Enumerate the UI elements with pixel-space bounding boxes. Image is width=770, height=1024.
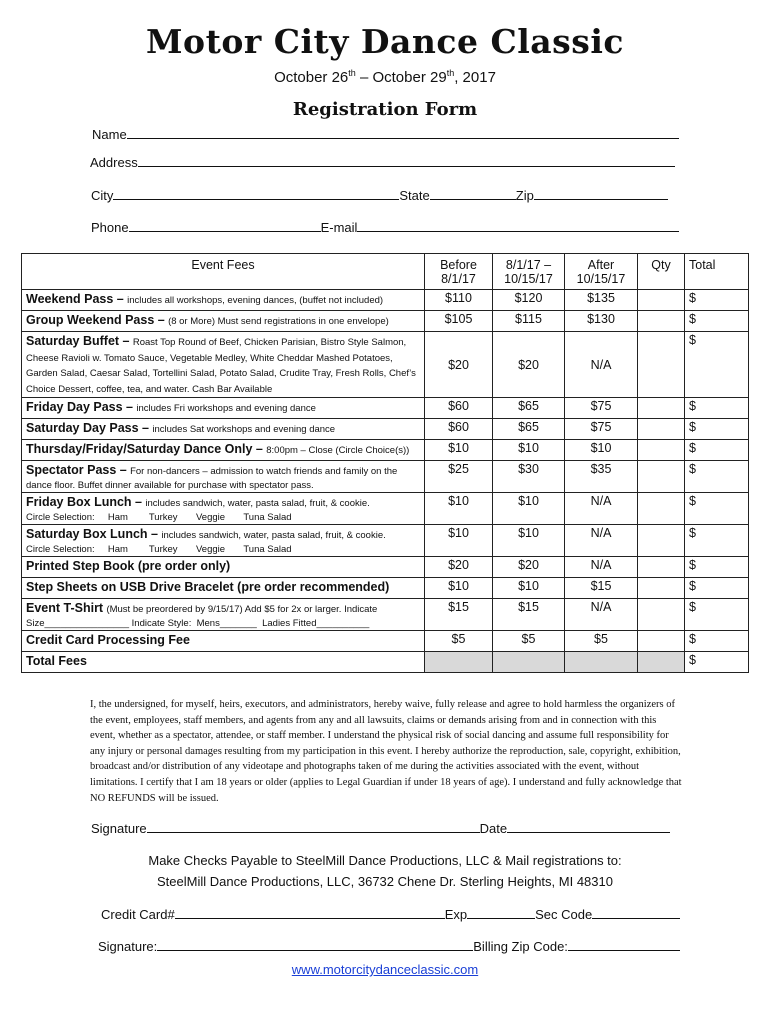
table-row bbox=[22, 631, 749, 652]
price-before: $25 bbox=[425, 461, 493, 493]
price-before: $10 bbox=[425, 493, 493, 525]
event-name: Credit Card Processing Fee bbox=[26, 633, 190, 647]
qty-cell[interactable] bbox=[638, 652, 685, 673]
price-before: $105 bbox=[425, 311, 493, 332]
price-after: $75 bbox=[565, 419, 638, 440]
table-row bbox=[22, 290, 749, 311]
header-total: Total bbox=[685, 254, 749, 290]
waiver-text: I, the undersigned, for myself, heirs, executors, and administrators, hereby waive, fully release and agree to hold harmless the organizers of the event, employees, staff members, and agents from any and all lawsuits, claims or demands arising from and in connection with this event, whether as a spectator, attendee, or staff member. I understand the physical risk of social dancing and assume full responsibility for any injury or personal damages resulting from my participation in this event. I hereby authorize the reproduction, sale, copyright, exhibition, broadcast and/or distribution of any videotape and photographs taken of me during the activities associated with the event, without limitations. I certify that I am 18 years or older (applies to Legal Guardian if under 18 years of age). I understand and fully acknowledge that NO REFUNDS will be issued. bbox=[90, 699, 682, 804]
exp-field[interactable] bbox=[467, 906, 535, 919]
table-row bbox=[22, 578, 749, 599]
table-row bbox=[22, 419, 749, 440]
event-fee-cell bbox=[22, 599, 425, 631]
event-description-2: Circle Selection: Ham Turkey Veggie Tuna Salad bbox=[26, 544, 292, 555]
event-fee-cell bbox=[22, 578, 425, 599]
state-label: State bbox=[399, 188, 430, 203]
price-mid: $5 bbox=[493, 631, 565, 652]
event-name: Saturday Day Pass – bbox=[26, 421, 149, 435]
price-after: $5 bbox=[565, 631, 638, 652]
price-before: $10 bbox=[425, 440, 493, 461]
table-row bbox=[22, 525, 749, 557]
website-link[interactable]: www.motorcitydanceclassic.com bbox=[291, 962, 479, 977]
price-after: N/A bbox=[565, 557, 638, 578]
event-description: includes sandwich, water, pasta salad, fruit, & cookie. bbox=[161, 530, 386, 541]
payable-line-2: SteelMill Dance Productions, LLC, 36732 Chene Dr. Sterling Heights, MI 48310 bbox=[157, 874, 613, 889]
price-mid: $120 bbox=[493, 290, 565, 311]
qty-cell[interactable] bbox=[638, 311, 685, 332]
zip-label: Zip bbox=[515, 188, 534, 203]
name-label: Name bbox=[92, 127, 127, 142]
address-row bbox=[90, 154, 675, 170]
credit-card-field[interactable] bbox=[175, 906, 445, 919]
price-after: $10 bbox=[565, 440, 638, 461]
price-mid: $115 bbox=[493, 311, 565, 332]
event-name: Thursday/Friday/Saturday Dance Only – bbox=[26, 442, 263, 456]
event-fee-cell bbox=[22, 290, 425, 311]
price-before: $20 bbox=[425, 557, 493, 578]
form-subtitle: Registration Form bbox=[292, 99, 478, 120]
qty-cell[interactable] bbox=[638, 461, 685, 493]
credit-card-row bbox=[101, 906, 680, 922]
event-fee-cell bbox=[22, 311, 425, 332]
total-cell[interactable]: $ bbox=[685, 311, 749, 332]
event-description: includes Fri workshops and evening dance bbox=[136, 403, 316, 414]
date-field[interactable] bbox=[507, 820, 670, 833]
total-cell[interactable]: $ bbox=[685, 652, 749, 673]
price-after: N/A bbox=[565, 525, 638, 557]
table-row bbox=[22, 652, 749, 673]
price-mid: $10 bbox=[493, 525, 565, 557]
total-cell[interactable]: $ bbox=[685, 578, 749, 599]
total-cell[interactable]: $ bbox=[685, 332, 749, 398]
table-row bbox=[22, 493, 749, 525]
table-row bbox=[22, 599, 749, 631]
event-description: For non-dancers – admission to watch friends and family on the dance floor. Buffet dinner available for purchase with spectator pass. bbox=[26, 466, 398, 491]
price-mid bbox=[493, 652, 565, 673]
website-row bbox=[0, 962, 770, 977]
total-cell[interactable]: $ bbox=[685, 631, 749, 652]
payable-line-1: Make Checks Payable to SteelMill Dance Productions, LLC & Mail registrations to: bbox=[148, 853, 622, 868]
price-mid: $15 bbox=[493, 599, 565, 631]
phone-field[interactable] bbox=[129, 219, 321, 232]
event-fee-cell bbox=[22, 525, 425, 557]
qty-cell[interactable] bbox=[638, 419, 685, 440]
qty-cell[interactable] bbox=[638, 398, 685, 419]
qty-cell[interactable] bbox=[638, 525, 685, 557]
qty-cell[interactable] bbox=[638, 493, 685, 525]
date-label: Date bbox=[479, 821, 508, 836]
price-mid: $30 bbox=[493, 461, 565, 493]
header-qty: Qty bbox=[638, 254, 685, 290]
zip-field[interactable] bbox=[534, 187, 668, 200]
event-description: 8:00pm – Close (Circle Choice(s)) bbox=[266, 445, 410, 456]
event-fee-cell bbox=[22, 440, 425, 461]
billing-zip-label: Billing Zip Code: bbox=[473, 939, 568, 954]
event-fee-cell bbox=[22, 652, 425, 673]
event-fee-cell bbox=[22, 398, 425, 419]
email-field[interactable] bbox=[357, 219, 679, 232]
price-after: $15 bbox=[565, 578, 638, 599]
credit-card-label: Credit Card# bbox=[101, 907, 175, 922]
city-label: City bbox=[91, 188, 114, 203]
price-mid: $65 bbox=[493, 419, 565, 440]
price-mid: $20 bbox=[493, 332, 565, 398]
table-row bbox=[22, 332, 749, 398]
price-before: $20 bbox=[425, 332, 493, 398]
event-name: Friday Day Pass – bbox=[26, 400, 134, 414]
qty-cell[interactable] bbox=[638, 578, 685, 599]
event-name: Weekend Pass – bbox=[26, 292, 124, 306]
event-description: Roast Top Round of Beef, Chicken Parisian, Bistro Style Salmon, Cheese Ravioli w. Tomato Sauce, Vegetable Medley, White Cheddar Mashed Potatoes, Garden Salad, Caesar Salad, Tortellini Salad, Potato Salad, Crudite Tray, Fresh Rolls, Chef’s Choice Dessert, coffee, tea, and water. Cash Bar Available bbox=[26, 337, 416, 395]
price-before: $10 bbox=[425, 578, 493, 599]
event-name: Saturday Buffet – bbox=[26, 334, 130, 348]
qty-cell[interactable] bbox=[638, 290, 685, 311]
price-before: $60 bbox=[425, 419, 493, 440]
table-row bbox=[22, 557, 749, 578]
event-fee-cell bbox=[22, 631, 425, 652]
city-field[interactable] bbox=[113, 187, 399, 200]
table-row bbox=[22, 398, 749, 419]
table-header-row bbox=[22, 254, 749, 290]
price-mid: $20 bbox=[493, 557, 565, 578]
price-mid: $65 bbox=[493, 398, 565, 419]
event-name: Event T-Shirt bbox=[26, 601, 104, 615]
event-name: Total Fees bbox=[26, 654, 87, 668]
total-cell[interactable]: $ bbox=[685, 290, 749, 311]
signature-field[interactable] bbox=[147, 820, 480, 833]
price-after: $35 bbox=[565, 461, 638, 493]
price-before: $10 bbox=[425, 525, 493, 557]
phone-label: Phone bbox=[91, 220, 129, 235]
card-signature-label: Signature: bbox=[98, 939, 158, 954]
price-after bbox=[565, 652, 638, 673]
state-field[interactable] bbox=[430, 187, 516, 200]
price-before: $60 bbox=[425, 398, 493, 419]
event-description: includes Sat workshops and evening dance bbox=[152, 424, 336, 435]
form-title: Motor City Dance Classic bbox=[146, 22, 624, 61]
event-fee-cell bbox=[22, 419, 425, 440]
event-name: Step Sheets on USB Drive Bracelet (pre order recommended) bbox=[26, 580, 390, 594]
exp-label: Exp bbox=[444, 907, 468, 922]
header-mid: 8/1/17 – 10/15/17 bbox=[493, 254, 565, 290]
billing-zip-field[interactable] bbox=[568, 938, 680, 951]
phone-row bbox=[91, 219, 679, 235]
price-mid: $10 bbox=[493, 493, 565, 525]
event-fee-cell bbox=[22, 332, 425, 398]
event-name: Saturday Box Lunch – bbox=[26, 527, 158, 541]
email-label: E-mail bbox=[320, 220, 358, 235]
price-after: N/A bbox=[565, 332, 638, 398]
price-mid: $10 bbox=[493, 440, 565, 461]
price-before: $15 bbox=[425, 599, 493, 631]
name-field[interactable] bbox=[127, 126, 679, 139]
name-row bbox=[92, 126, 679, 142]
event-fees-table bbox=[21, 253, 749, 673]
event-fee-cell bbox=[22, 557, 425, 578]
price-after: N/A bbox=[565, 493, 638, 525]
table-row bbox=[22, 311, 749, 332]
event-fee-cell bbox=[22, 461, 425, 493]
event-description-2: Circle Selection: Ham Turkey Veggie Tuna Salad bbox=[26, 512, 292, 523]
total-cell[interactable]: $ bbox=[685, 557, 749, 578]
table-row bbox=[22, 461, 749, 493]
sec-code-field[interactable] bbox=[592, 906, 680, 919]
qty-cell[interactable] bbox=[638, 599, 685, 631]
signature-row bbox=[91, 820, 670, 836]
card-signature-field[interactable] bbox=[157, 938, 473, 951]
city-row bbox=[91, 187, 668, 203]
event-description-2: Size________________ Indicate Style: Mens_______ Ladies Fitted__________ bbox=[26, 618, 370, 629]
event-description: (8 or More) Must send registrations in one envelope) bbox=[168, 316, 389, 327]
price-after: $75 bbox=[565, 398, 638, 419]
event-description: includes all workshops, evening dances, (buffet not included) bbox=[127, 295, 384, 306]
table-row bbox=[22, 440, 749, 461]
total-cell[interactable]: $ bbox=[685, 419, 749, 440]
signature-label: Signature bbox=[91, 821, 147, 836]
header-before: Before 8/1/17 bbox=[425, 254, 493, 290]
price-after: $135 bbox=[565, 290, 638, 311]
event-name: Printed Step Book (pre order only) bbox=[26, 559, 231, 573]
price-after: $130 bbox=[565, 311, 638, 332]
total-cell[interactable]: $ bbox=[685, 493, 749, 525]
address-label: Address bbox=[90, 155, 138, 170]
address-field[interactable] bbox=[138, 154, 675, 167]
total-cell[interactable]: $ bbox=[685, 398, 749, 419]
total-cell[interactable]: $ bbox=[685, 599, 749, 631]
event-description: (Must be preordered by 9/15/17) Add $5 for 2x or larger. Indicate bbox=[106, 604, 378, 615]
event-name: Spectator Pass – bbox=[26, 463, 127, 477]
card-signature-row bbox=[98, 938, 680, 954]
qty-cell[interactable] bbox=[638, 631, 685, 652]
price-before: $5 bbox=[425, 631, 493, 652]
qty-cell[interactable] bbox=[638, 557, 685, 578]
header-after: After 10/15/17 bbox=[565, 254, 638, 290]
sec-code-label: Sec Code bbox=[535, 907, 593, 922]
price-after: N/A bbox=[565, 599, 638, 631]
price-before bbox=[425, 652, 493, 673]
total-cell[interactable]: $ bbox=[685, 440, 749, 461]
header-event-fees: Event Fees bbox=[22, 254, 425, 290]
event-description: includes sandwich, water, pasta salad, fruit, & cookie. bbox=[145, 498, 370, 509]
price-before: $110 bbox=[425, 290, 493, 311]
event-fee-cell bbox=[22, 493, 425, 525]
price-mid: $10 bbox=[493, 578, 565, 599]
event-dates: October 26th – October 29th, 2017 bbox=[274, 68, 496, 86]
total-cell[interactable]: $ bbox=[685, 525, 749, 557]
qty-cell[interactable] bbox=[638, 332, 685, 398]
event-name: Group Weekend Pass – bbox=[26, 313, 165, 327]
qty-cell[interactable] bbox=[638, 440, 685, 461]
event-name: Friday Box Lunch – bbox=[26, 495, 142, 509]
total-cell[interactable]: $ bbox=[685, 461, 749, 493]
